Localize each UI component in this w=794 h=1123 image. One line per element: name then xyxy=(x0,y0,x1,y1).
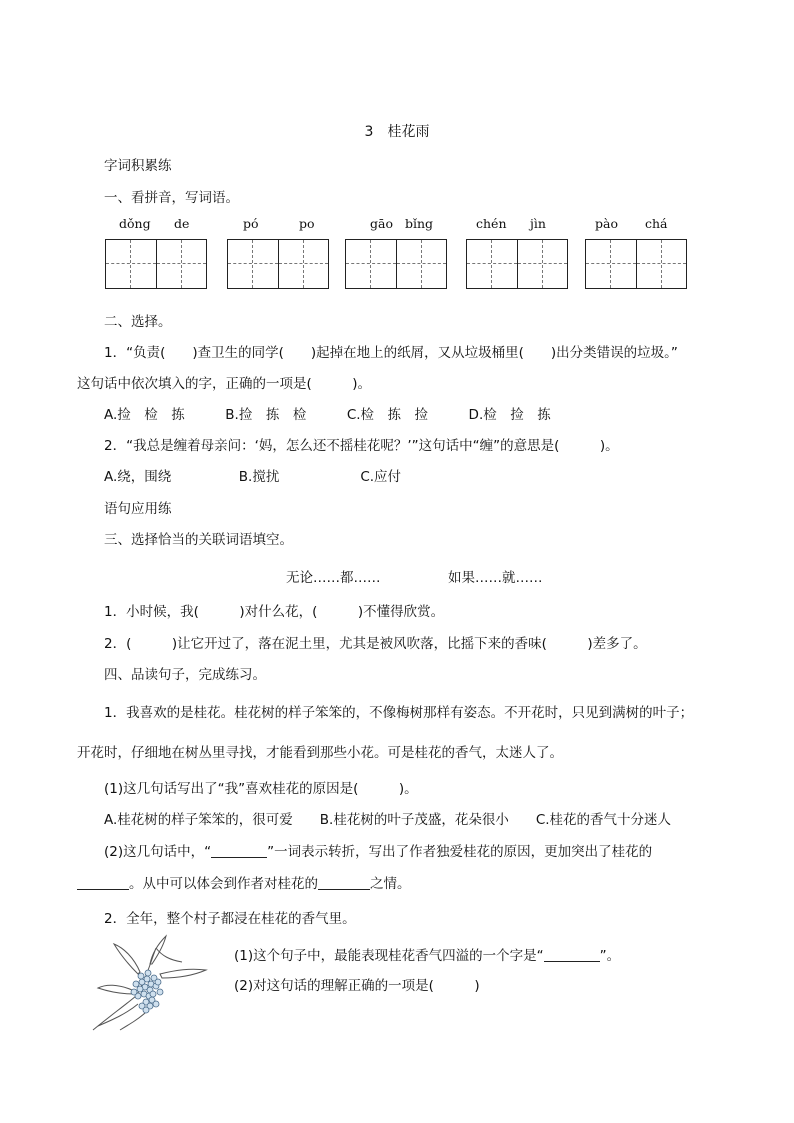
q2-item2-options: A.绕，围绕 B.搅扰 C.应付 xyxy=(104,469,402,485)
pinyin-label: chá xyxy=(645,216,668,231)
q4-sub3 xyxy=(234,944,620,964)
answer-blank[interactable] xyxy=(77,875,129,890)
grid-cell[interactable] xyxy=(586,240,636,288)
q4-passage2: 2．全年，整个村子都浸在桂花的香气里。 xyxy=(104,911,356,927)
pinyin-label: bǐng xyxy=(405,216,434,231)
writing-grid[interactable] xyxy=(345,239,447,289)
q2-item2-text: 2．“我总是缠着母亲问：‘妈，怎么还不摇桂花呢？’”这句话中“缠”的意思是( )。 xyxy=(104,438,619,454)
writing-grid[interactable] xyxy=(585,239,687,289)
q4-passage1: 1．我喜欢的是桂花。桂花树的样子笨笨的，不像梅树那样有姿态。不开花时，只见到满树的叶子； xyxy=(104,705,694,721)
grid-cell[interactable] xyxy=(278,240,328,288)
osmanthus-illustration xyxy=(90,934,220,1034)
q4-sub2-text: 之情。 xyxy=(370,876,411,892)
answer-blank[interactable] xyxy=(544,947,600,962)
q4-sub2-cont xyxy=(77,872,411,892)
pinyin-label: po xyxy=(299,216,315,231)
pinyin-label: jìn xyxy=(530,216,546,231)
answer-blank[interactable] xyxy=(318,875,370,890)
writing-grid[interactable] xyxy=(466,239,568,289)
page-title: 3 桂花雨 xyxy=(364,124,430,140)
pinyin-label: dǒng xyxy=(119,216,151,231)
grid-cell[interactable] xyxy=(517,240,567,288)
q4-sub2 xyxy=(104,840,652,860)
grid-cell[interactable] xyxy=(106,240,156,288)
q3-item2: 2．( )让它开过了，落在泥土里，尤其是被风吹落，比摇下来的香味( )差多了。 xyxy=(104,636,647,652)
answer-blank[interactable] xyxy=(211,843,267,858)
q4-passage1-cont: 开花时，仔细地在树丛里寻找，才能看到那些小花。可是桂花的香气，太迷人了。 xyxy=(77,745,563,761)
grid-cell[interactable] xyxy=(228,240,278,288)
q4-sub2-text: (2)这几句话中，“ xyxy=(104,844,212,860)
q4-sub1: (1)这几句话写出了“我”喜欢桂花的原因是( )。 xyxy=(104,781,418,797)
section-sentence-heading: 语句应用练 xyxy=(104,501,172,517)
grid-cell[interactable] xyxy=(396,240,446,288)
pinyin-label: de xyxy=(174,216,190,231)
writing-grid[interactable] xyxy=(227,239,329,289)
q3-conjunction-choices: 无论……都…… 如果……就…… xyxy=(286,570,543,586)
writing-grid[interactable] xyxy=(105,239,207,289)
q4-sub2-text: 。从中可以体会到作者对桂花的 xyxy=(129,876,318,892)
q4-sub2-text: ”一词表示转折，写出了作者独爱桂花的原因，更加突出了桂花的 xyxy=(267,844,653,860)
q2-heading: 二、选择。 xyxy=(104,314,172,330)
pinyin-label: chén xyxy=(476,216,507,231)
q2-item1-options: A.捡 检 拣 B.捡 拣 检 C.检 拣 捡 D.检 捡 拣 xyxy=(104,407,551,423)
q4-sub4: (2)对这句话的理解正确的一项是( ) xyxy=(234,978,480,994)
grid-cell[interactable] xyxy=(156,240,206,288)
q4-sub3-text: ”。 xyxy=(599,948,621,964)
q4-sub1-options: A.桂花树的样子笨笨的，很可爱 B.桂花树的叶子茂盛，花朵很小 C.桂花的香气十分迷人 xyxy=(104,812,672,828)
grid-cell[interactable] xyxy=(467,240,517,288)
grid-cell[interactable] xyxy=(636,240,686,288)
q3-item1: 1．小时候，我( )对什么花，( )不懂得欣赏。 xyxy=(104,604,445,620)
q4-sub3-text: (1)这个句子中，最能表现桂花香气四溢的一个字是“ xyxy=(234,948,544,964)
q4-heading: 四、品读句子，完成练习。 xyxy=(104,667,266,683)
grid-cell[interactable] xyxy=(346,240,396,288)
q2-item1-text-cont: 这句话中依次填入的字，正确的一项是( )。 xyxy=(77,376,372,392)
pinyin-label: pào xyxy=(595,216,618,231)
q3-heading: 三、选择恰当的关联词语填空。 xyxy=(104,532,293,548)
q2-item1-text: 1．“负责( )查卫生的同学( )起掉在地上的纸屑，又从垃圾桶里( )出分类错误的垃圾。” xyxy=(104,345,678,361)
section-vocab-heading: 字词积累练 xyxy=(104,158,172,174)
pinyin-label: pó xyxy=(243,216,259,231)
q1-heading: 一、看拼音，写词语。 xyxy=(104,190,239,206)
pinyin-label: gāo xyxy=(370,216,393,231)
